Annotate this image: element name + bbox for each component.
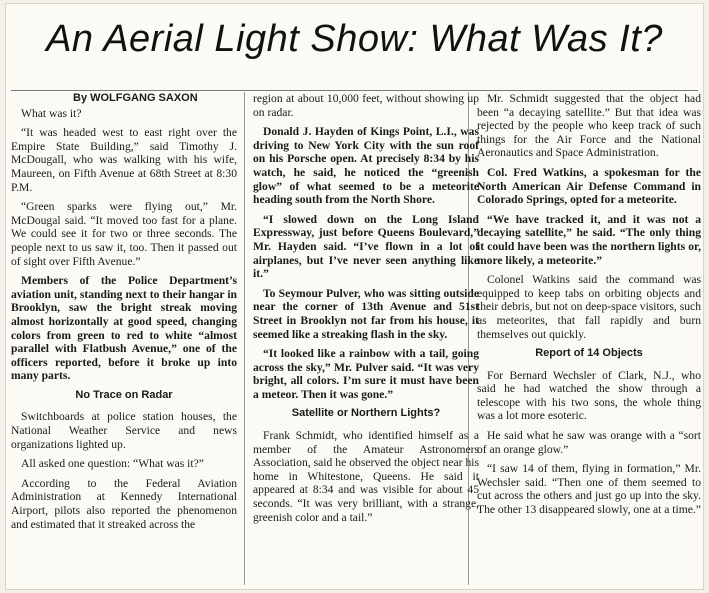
paragraph: “I slowed down on the Long Island Expressway, just before Queens Boulevard,” Mr. Hayden said. “I’ve flown in a lot of airplanes, but I’ve never seen anything like it.” — [253, 212, 479, 281]
headline: An Aerial Light Show: What Was It? — [46, 18, 663, 60]
article-column-1 — [11, 92, 237, 537]
subheading: Satellite or Northern Lights? — [291, 407, 441, 420]
paragraph: Members of the Police Department’s aviation unit, standing next to their hangar in Brooklyn, saw the bright streak moving almost horizontally at good speed, changing colors from green to red to white “almost parallel with Flatbush Avenue,” one of the officers reported, before it broke up into many parts. — [11, 274, 237, 383]
article-column-2 — [253, 92, 479, 530]
paragraph: What was it? — [21, 106, 82, 120]
paragraph: region at about 10,000 feet, without showing up on radar. — [253, 92, 479, 119]
byline: By WOLFGANG SAXON — [73, 92, 198, 104]
paragraph: Col. Fred Watkins, a spokesman for the North American Air Defense Command in Colorado Springs, opted for a meteorite. — [477, 165, 701, 207]
paragraph: According to the Federal Aviation Administration at Kennedy International Airport, pilots also reported the phenomenon and estimated that it streaked across the — [11, 476, 237, 531]
paragraph: To Seymour Pulver, who was sitting outside near the corner of 13th Avenue and 51st Street in Brooklyn not far from his house, it seemed like a streaking flash in the sky. — [253, 286, 479, 341]
paragraph: For Bernard Wechsler of Clark, N.J., who said he had watched the show through a telescope with his two sons, the whole thing was a lot more esoteric. — [477, 368, 701, 423]
paragraph: Mr. Schmidt suggested that the object had been “a decaying satellite.” But that idea was rejected by the people who keep track of such things for the Air Force and the National Aeronautics and Space Administration. — [477, 92, 701, 160]
paragraph: “Green sparks were flying out,” Mr. McDougal said. “It moved too fast for a plane. We could see it for two or three seconds. The people next to us saw it, too. Then it passed out of sight over Fifth Avenue.” — [11, 200, 237, 268]
subheading: No Trace on Radar — [75, 388, 173, 401]
paragraph: “It was headed west to east right over the Empire State Building,” said Timothy J. McDougall, who was walking with his wife, Maureen, on Fifth Avenue at 68th Street at 8:30 P.M. — [11, 126, 237, 194]
article-column-3 — [477, 92, 701, 523]
column-divider — [244, 92, 245, 585]
headline-rule — [11, 90, 698, 91]
paragraph: All asked one question: “What was it?” — [21, 457, 204, 471]
paragraph: Colonel Watkins said the command was equipped to keep tabs on orbiting objects and their debris, but not on deep-space visitors, such as meteorites, that fall rapidly and burn themselves out quickly. — [477, 273, 701, 341]
paragraph: Frank Schmidt, who identified himself as a member of the Amateur Astronomers Association, said he observed the object near his home in Whitestone, Queens. He said it appeared at 8:34 and was visible for about 45 seconds. “It was very brilliant, with a strange, greenish color and a tail.” — [253, 429, 479, 524]
paragraph: “It looked like a rainbow with a tail, going across the sky,” Mr. Pulver said. “It was very bright, all colors. I’m sure it must have been a meteor. Then it was gone.” — [253, 347, 479, 401]
subheading: Report of 14 Objects — [535, 347, 643, 360]
paragraph: “I saw 14 of them, flying in formation,” Mr. Wechsler said. “Then one of them seemed to cut across the others and just go up into the sky. The other 13 disappeared slowly, one at a time.” — [477, 462, 701, 517]
paragraph: Switchboards at police station houses, the National Weather Service and news organizations lighted up. — [11, 410, 237, 451]
paragraph: Donald J. Hayden of Kings Point, L.I., was driving to New York City with the sun roof on his Porsche open. At precisely 8:34 by his watch, he said, he noticed the “greenish glow” of what seemed to be a meteorite heading south from the North Shore. — [253, 125, 479, 207]
paragraph: “We have tracked it, and it was not a decaying satellite,” he said. “The only thing it could have been was the northern lights or, more likely, a meteorite.” — [477, 212, 701, 267]
paragraph: He said what he saw was orange with a “sort of an orange glow.” — [477, 429, 701, 456]
